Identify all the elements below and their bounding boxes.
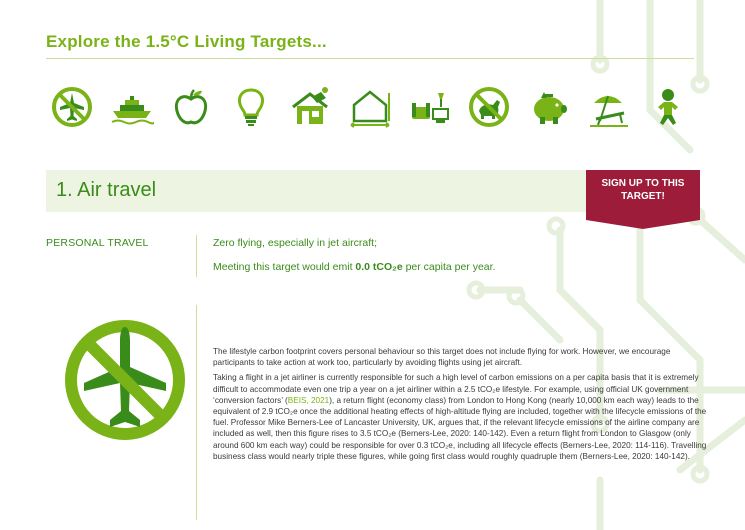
body-text bbox=[213, 346, 713, 466]
lightbulb-icon[interactable] bbox=[229, 85, 273, 129]
emission-statement bbox=[213, 261, 495, 273]
no-pets-icon[interactable] bbox=[467, 85, 511, 129]
targets-icon-nav bbox=[50, 83, 690, 131]
target-divider bbox=[196, 235, 197, 277]
emission-suffix: per capita per year. bbox=[402, 261, 496, 273]
body-paragraph-2-start: Taking a flight in a jet airliner is currently responsible for such a high level of carbon emissions on a per capita basis that it is extremely difficult to accommodate even one trip a year on a jet airliner within a 2.5 tCO₂e lifestyle. For example, using official UK government ‘conversion factors’ ( bbox=[213, 373, 699, 405]
piggy-bank-icon[interactable] bbox=[527, 85, 571, 129]
solar-house-icon[interactable] bbox=[288, 85, 332, 129]
body-paragraph-2 bbox=[213, 372, 713, 462]
target-statement: Zero flying, especially in jet aircraft; bbox=[213, 237, 377, 249]
apple-icon[interactable] bbox=[169, 85, 213, 129]
emission-value: 0.0 tCO₂e bbox=[355, 261, 403, 273]
page-title: Explore the 1.5°C Living Targets... bbox=[46, 32, 327, 51]
no-flying-large-icon bbox=[62, 317, 188, 443]
beis-citation-link[interactable]: BEIS, 2021 bbox=[287, 395, 330, 405]
cruise-ship-icon[interactable] bbox=[110, 85, 154, 129]
body-paragraph-1: The lifestyle carbon footprint covers personal behaviour so this target does not include flying for work. However, we encourage participants to take action at work too, particularly by avoiding flights using jet aircraft. bbox=[213, 347, 671, 368]
category-label: PERSONAL TRAVEL bbox=[46, 237, 149, 249]
emission-prefix: Meeting this target would emit bbox=[213, 261, 356, 273]
no-flying-icon[interactable] bbox=[50, 85, 94, 129]
title-divider bbox=[46, 58, 694, 59]
home-furnishings-icon[interactable] bbox=[408, 85, 452, 129]
signup-button[interactable]: SIGN UP TO THIS TARGET! bbox=[586, 170, 700, 220]
body-divider bbox=[196, 305, 197, 520]
signup-button-pointer bbox=[586, 220, 700, 229]
home-size-icon[interactable] bbox=[348, 85, 392, 129]
body-paragraph-2-end: ), a return flight (economy class) from London to Hong Kong (nearly 10,000 km each way) leads to the equivalent of 2.9 tCO₂e once the additional heating effects of high-altitude flying are included, together with the lifecycle emissions of the fuel. Professor Mike Berners-Lee of Lancaster University, UK, argues that, if the relevant lifecycle emissions of the airline company are included as well, then this figure rises to 3.5 tCO₂e (Berners-Lee, 2020: 140-142). Even a return flight from London to Glasgow (only around 600 km each way) could be responsible for over 0.3 tCO₂e, including all lifecycle effects (Berners-Lee, 2020: 114-116). Travelling business class would nearly triple these figures, while going first class would roughly quadruple them (Berners-Lee, 2020: 140-142). bbox=[213, 395, 707, 461]
baby-icon[interactable] bbox=[646, 85, 690, 129]
section-title: 1. Air travel bbox=[56, 179, 157, 201]
holiday-beach-icon[interactable] bbox=[586, 85, 630, 129]
